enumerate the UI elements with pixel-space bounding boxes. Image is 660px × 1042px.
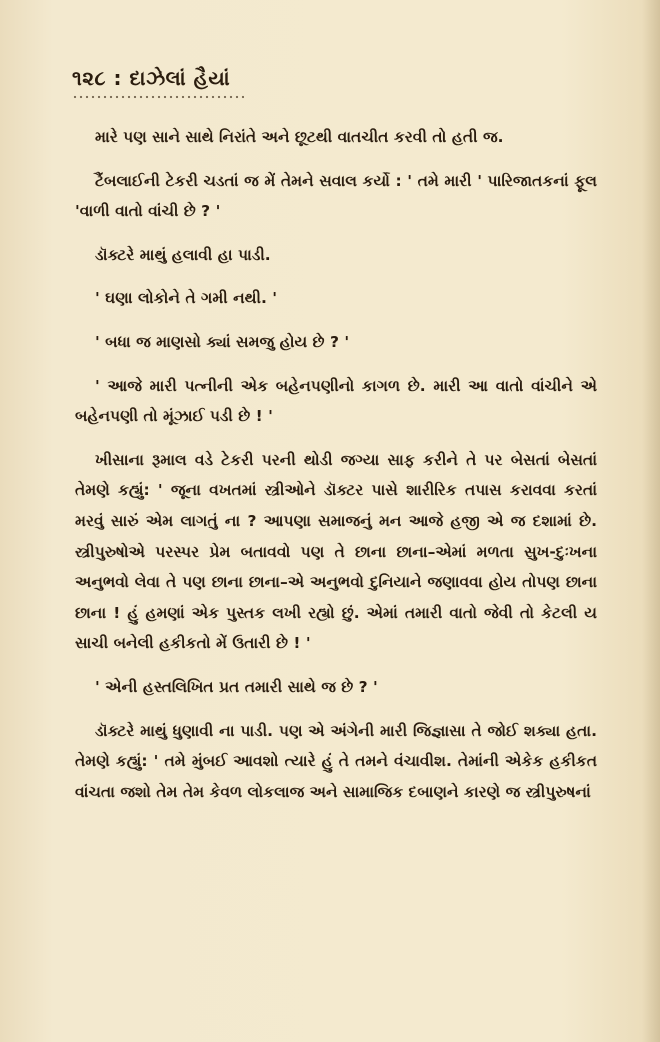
paragraph: ટૈંબલાઈની ટેકરી ચડતાં જ મેં તેમને સવાલ કર્યો : ' તમે મારી ' પારિજાતકનાં ફૂલ 'વાળી વાતો વાંચી છે ? ': [75, 171, 597, 221]
paragraph: ' બધા જ માણસો ક્યાં સમજુ હોય છે ? ': [95, 332, 350, 351]
header-wavy-rule: [72, 94, 244, 100]
paragraph: ડૉક્ટરે માથું હલાવી હા પાડી.: [95, 245, 271, 264]
header-separator: :: [113, 66, 123, 90]
paragraph: મારે પણ સાને સાથે નિરાંતે અને છૂટથી વાતચીત કરવી તો હતી જ.: [95, 128, 504, 146]
paragraph: ' ઘણા લોકોને તે ગમી નથી. ': [95, 289, 277, 308]
page-number: ૧૨૮: [72, 66, 107, 90]
paragraph: ડૉક્ટરે માથું ધુણાવી ના પાડી. પણ એ અંગેની મારી જિજ્ઞાસા તે જોઈ શક્યા હતા. તેમણે કહ્યું: ' તમે મુંબઈ આવશો ત્યારે હું તે તમને વંચાવીશ. તેમાંની એકેક હકીકત વાંચતા જશો તેમ તેમ કેવળ લોકલાજ અને સામાજિક દબાણને કારણે જ સ્ત્રીપુરુષનાં: [75, 721, 597, 801]
paragraph: ' આજે મારી પત્નીની એક બહેનપણીનો કાગળ છે. મારી આ વાતો વાંચીને એ બહેનપણી તો મૂંઝાઈ પડી છે ! ': [75, 376, 597, 426]
chapter-title: દાઝેલાં હૈયાં: [129, 66, 231, 90]
paragraph: ખીસાના રૂમાલ વડે ટેકરી પરની થોડી જગ્યા સાફ કરીને તે પર બેસતાં બેસતાં તેમણે કહ્યું: ' જૂના વખતમાં સ્ત્રીઓને ડૉક્ટર પાસે શારીરિક તપાસ કરાવવા કરતાં મરવું સારું એમ લાગતું ના ? આપણા સમાજનું મન આજે હજી એ જ દશામાં છે. સ્ત્રીપુરુષોએ પરસ્પર પ્રેમ બતાવવો પણ તે છાના છાના–એમાં મળતા સુખ-દુઃખના અનુભવો લેવા તે પણ છાના છાના–એ અનુભવો દુનિયાને જણાવવા હોય તોપણ છાના છાના ! હું હમણાં એક પુસ્તક લખી રહ્યો છું. એમાં તમારી વાતો જેવી તો કેટલી ય સાચી બનેલી હકીકતો મેં ઉતારી છે ! ': [75, 450, 597, 653]
paragraph: ' એની હસ્તલિખિત પ્રત તમારી સાથે જ છે ? ': [95, 677, 378, 696]
running-header: [72, 66, 230, 90]
body-text: [75, 122, 597, 820]
page-spine-shadow: [642, 0, 660, 1042]
